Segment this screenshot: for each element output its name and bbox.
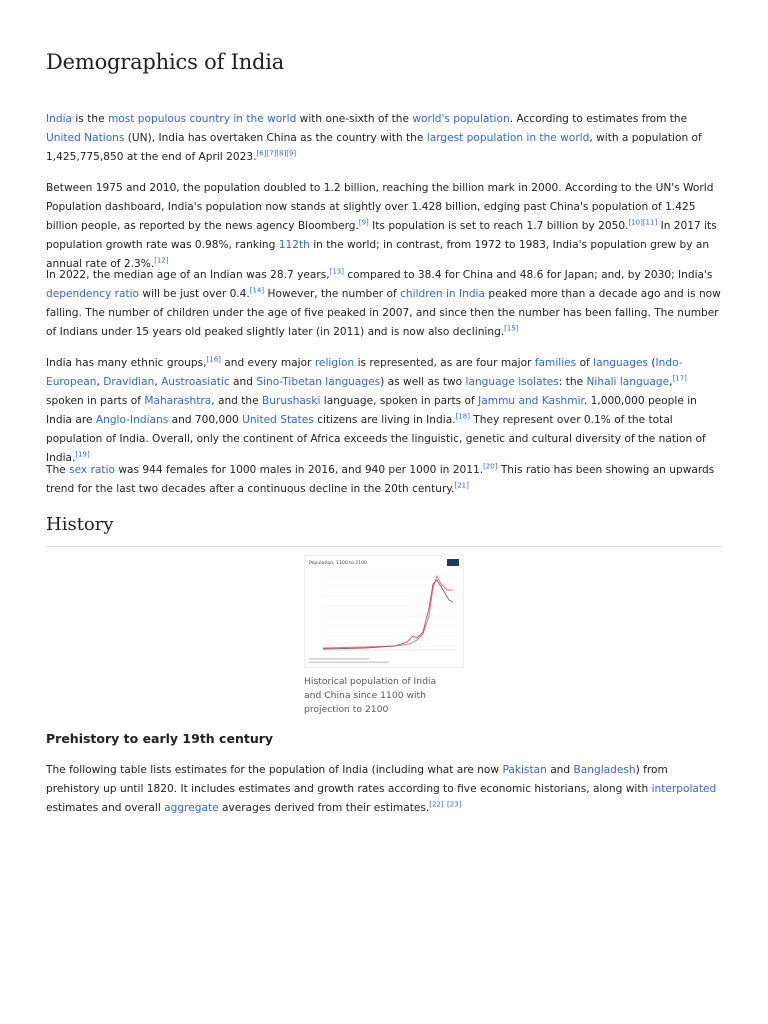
inline-link[interactable]: Jammu and Kashmir bbox=[478, 395, 584, 407]
citation-ref[interactable]: [19] bbox=[75, 450, 90, 459]
paragraph-sex-ratio bbox=[46, 461, 722, 499]
page-title: Demographics of India bbox=[46, 50, 285, 74]
text-run: Its population is set to reach 1.7 billion by 2050. bbox=[368, 220, 629, 232]
inline-link[interactable]: religion bbox=[314, 357, 355, 369]
inline-link[interactable]: world's population bbox=[412, 113, 510, 125]
text-run: in the world; in contrast, from 1972 to 1983, India's population grew by an annual rate of 2.3%. bbox=[46, 239, 710, 270]
inline-link[interactable]: families bbox=[534, 357, 577, 369]
text-run: The bbox=[46, 464, 70, 476]
inline-link[interactable]: largest population in the world bbox=[426, 132, 590, 144]
inline-link[interactable]: Anglo-Indians bbox=[95, 414, 169, 426]
text-run: and 700,000 bbox=[168, 414, 243, 426]
section-divider bbox=[46, 546, 722, 547]
inline-link[interactable]: United Nations bbox=[46, 132, 125, 144]
history-figure[interactable] bbox=[304, 555, 464, 717]
text-run: , bbox=[669, 376, 673, 388]
text-run: Between 1975 and 2010, the population doubled to 1.2 billion, reaching the billion mark in 2000. According to the UN's World Population dashboard, India's population now stands at slightly over 1.428 billion, edging past China's population of 1.425 billion people, as reported by the news agency Bloomberg. bbox=[46, 182, 714, 232]
citation-ref[interactable]: [21] bbox=[454, 481, 469, 490]
citation-ref[interactable]: [18] bbox=[455, 412, 470, 421]
citation-ref[interactable]: [22] bbox=[429, 800, 444, 809]
inline-link[interactable]: Bangladesh bbox=[573, 764, 636, 776]
inline-link[interactable]: languages bbox=[593, 357, 648, 369]
inline-link[interactable]: most populous country in the world bbox=[107, 113, 297, 125]
text-run: peaked more than a decade ago and is now falling. The number of children under the age of five peaked in 2007, and since then the number has been falling. The number of Indians under 15 years old peaked slightly later (in 2011) and is now also declining. bbox=[46, 288, 721, 338]
text-run: will be just over 0.4. bbox=[139, 288, 250, 300]
chart-title: Population, 1100 to 2100 bbox=[309, 561, 367, 566]
text-run: , bbox=[96, 376, 104, 388]
inline-link[interactable]: Sino-Tibetan languages bbox=[256, 376, 381, 388]
history-heading: History bbox=[46, 514, 114, 535]
text-run: ( bbox=[648, 357, 656, 369]
text-run: compared to 38.4 for China and 48.6 for Japan; and, by 2030; India's bbox=[343, 269, 713, 281]
inline-link[interactable]: India bbox=[46, 113, 72, 125]
citation-ref[interactable]: [20] bbox=[483, 462, 498, 471]
inline-link[interactable]: Burushaski bbox=[262, 395, 321, 407]
text-run: This ratio has been showing an upwards trend for the last two decades after a continuous decline in the 20th century. bbox=[46, 464, 715, 495]
text-run: spoken in parts of bbox=[46, 395, 145, 407]
text-run: of bbox=[576, 357, 594, 369]
citation-ref[interactable]: [23] bbox=[447, 800, 462, 809]
chart-footnote-lines bbox=[309, 658, 389, 663]
text-run: (UN), India has overtaken China as the country with the bbox=[124, 132, 427, 144]
inline-link[interactable]: Nihali language bbox=[586, 376, 670, 388]
citation-ref[interactable]: [9] bbox=[358, 218, 369, 227]
text-run: India has many ethnic groups, bbox=[46, 357, 207, 369]
chart-gridlines bbox=[323, 576, 455, 646]
inline-link[interactable]: Dravidian bbox=[103, 376, 155, 388]
text-run: averages derived from their estimates. bbox=[218, 802, 430, 814]
paragraph-median-age bbox=[46, 266, 722, 342]
prehistory-heading: Prehistory to early 19th century bbox=[46, 731, 274, 746]
inline-link[interactable]: children in India bbox=[400, 288, 485, 300]
inline-link[interactable]: sex ratio bbox=[69, 464, 115, 476]
population-chart-thumbnail[interactable] bbox=[304, 555, 464, 668]
inline-link[interactable]: United States bbox=[242, 414, 314, 426]
citation-ref[interactable]: [17] bbox=[672, 374, 687, 383]
inline-link[interactable]: dependency ratio bbox=[46, 288, 140, 300]
inline-link[interactable]: aggregate bbox=[164, 802, 219, 814]
paragraph-intro bbox=[46, 110, 722, 167]
inline-link[interactable]: Maharashtra bbox=[144, 395, 212, 407]
text-run: : the bbox=[558, 376, 587, 388]
text-run: . 1,000,000 people in India are bbox=[46, 395, 697, 426]
text-run: and every major bbox=[220, 357, 315, 369]
text-run: In 2017 its population growth rate was 0.98%, ranking bbox=[46, 220, 717, 251]
text-run: estimates and overall bbox=[46, 802, 165, 814]
citation-ref[interactable]: [15] bbox=[504, 324, 519, 333]
text-run: They represent over 0.1% of the total population of India. Overall, only the continent of Africa exceeds the linguistic, genetic and cultural diversity of the nation of India. bbox=[46, 414, 706, 464]
text-run: , with a population of 1,425,775,850 at the end of April 2023. bbox=[46, 132, 702, 163]
text-run: is the bbox=[72, 113, 108, 125]
citation-ref[interactable]: [14] bbox=[249, 286, 265, 295]
text-run: The following table lists estimates for the population of India (including what are now bbox=[46, 764, 503, 776]
population-chart-image bbox=[305, 556, 463, 667]
text-run: language, spoken in parts of bbox=[320, 395, 479, 407]
inline-link[interactable]: language isolates bbox=[465, 376, 559, 388]
inline-link[interactable]: Pakistan bbox=[502, 764, 547, 776]
text-run: is represented, as are four major bbox=[354, 357, 535, 369]
inline-link[interactable]: Austroasiatic bbox=[161, 376, 230, 388]
inline-link[interactable]: 112th bbox=[278, 239, 310, 251]
text-run: was 944 females for 1000 males in 2016, and 940 per 1000 in 2011. bbox=[115, 464, 484, 476]
citation-ref[interactable]: [6][7][8][9] bbox=[256, 149, 297, 158]
chart-logo bbox=[447, 559, 459, 566]
text-run: In 2022, the median age of an Indian was 28.7 years, bbox=[46, 269, 330, 281]
text-run: However, the number of bbox=[264, 288, 401, 300]
inline-link[interactable]: interpolated bbox=[651, 783, 717, 795]
text-run: , and the bbox=[211, 395, 263, 407]
text-run: and bbox=[229, 376, 257, 388]
citation-ref[interactable]: [12] bbox=[154, 256, 169, 265]
inline-link[interactable]: Indo-European bbox=[46, 357, 683, 388]
text-run: with one-sixth of the bbox=[296, 113, 413, 125]
figure-caption: Historical population of India and China since 1100 with projection to 2100 bbox=[304, 676, 437, 715]
citation-ref[interactable]: [10][11] bbox=[628, 218, 658, 227]
india-series-line bbox=[323, 576, 453, 648]
paragraph-prehistory-table bbox=[46, 761, 722, 818]
china-series-line bbox=[323, 580, 453, 649]
citation-ref[interactable]: [13] bbox=[329, 267, 344, 276]
text-run: . According to estimates from the bbox=[509, 113, 688, 125]
text-run: ) as well as two bbox=[380, 376, 466, 388]
text-run: , bbox=[154, 376, 162, 388]
text-run: and bbox=[546, 764, 574, 776]
citation-ref[interactable]: [16] bbox=[206, 355, 221, 364]
text-run: ) from prehistory up until 1820. It includes estimates and growth rates according to five economic historians, along with bbox=[46, 764, 668, 795]
paragraph-population-growth bbox=[46, 179, 722, 274]
text-run: citizens are living in India. bbox=[313, 414, 456, 426]
